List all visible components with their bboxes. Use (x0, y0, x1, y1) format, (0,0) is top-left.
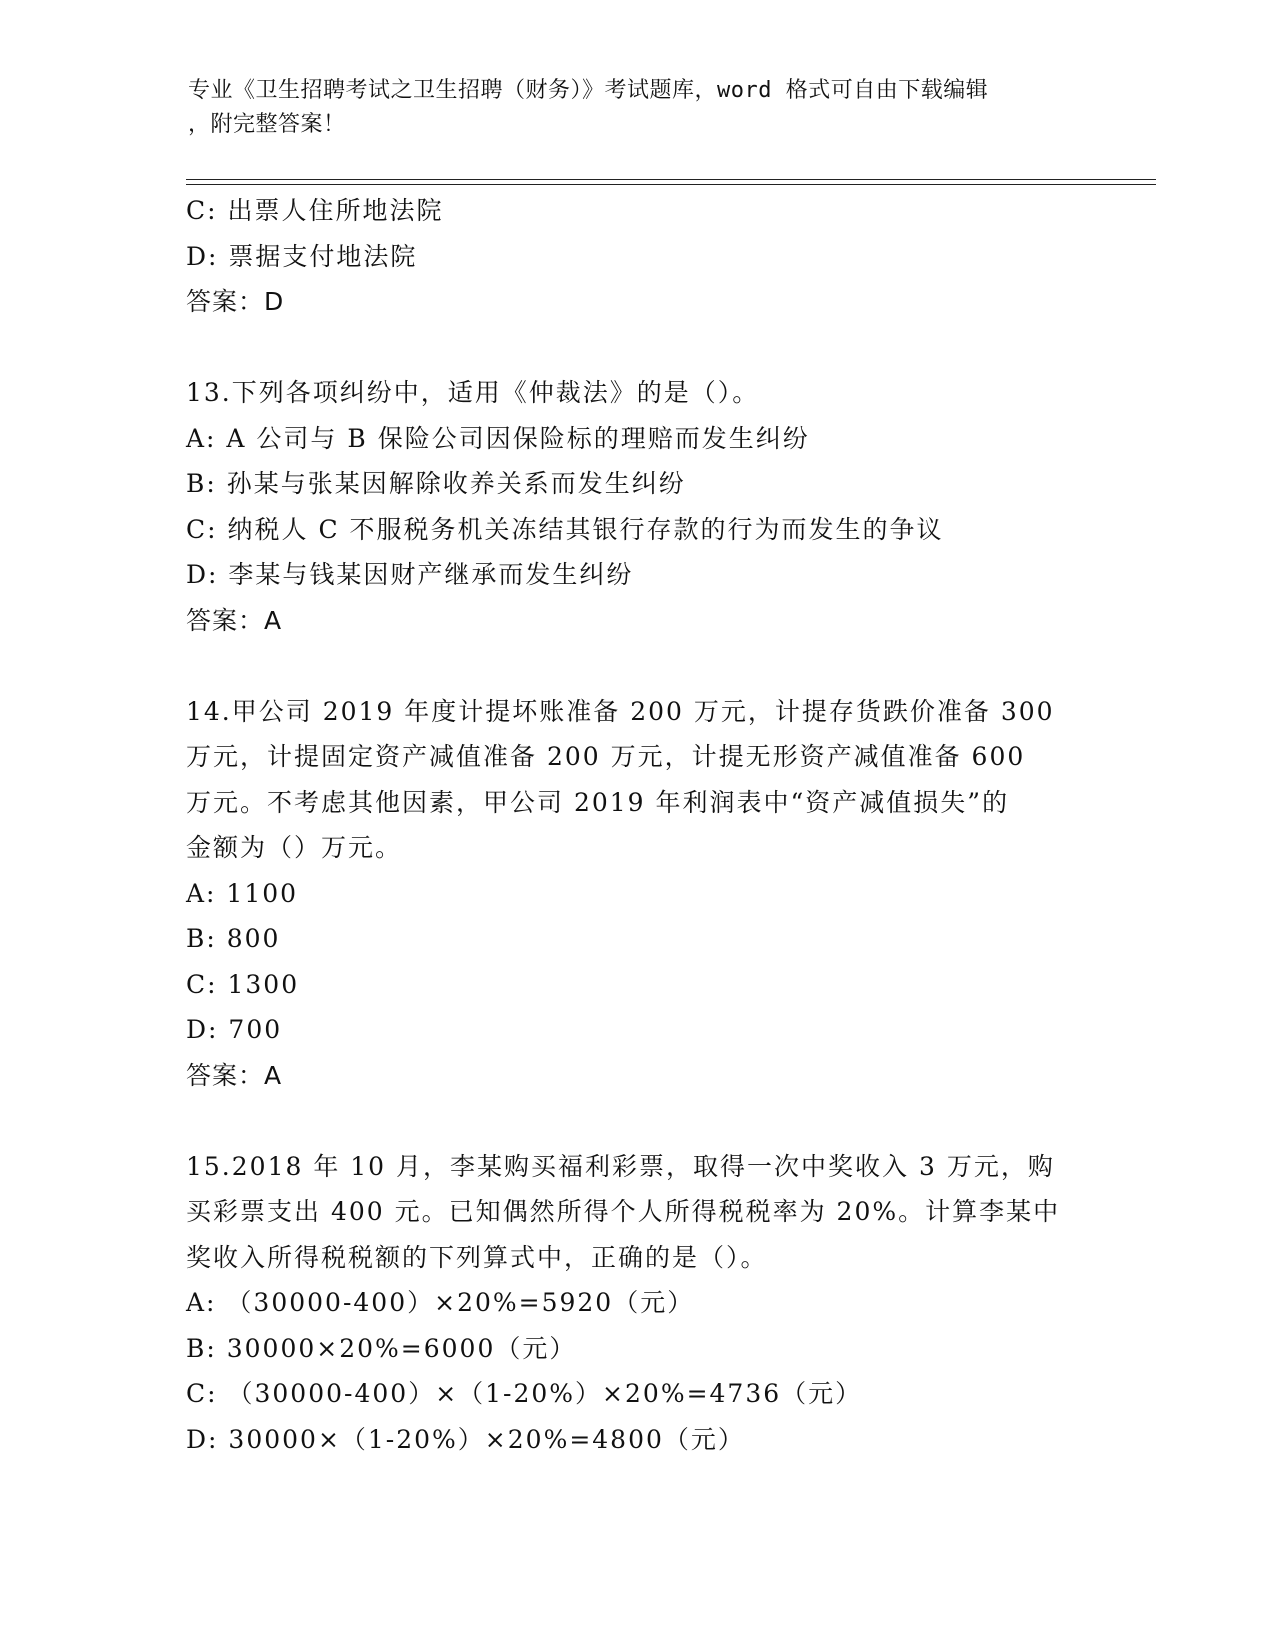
option-c: C: 出票人住所地法院 (186, 196, 444, 225)
question-15 (186, 1144, 1106, 1463)
option-c: C: 1300 (186, 969, 300, 999)
option-a: A: （30000-400）×20%=5920（元） (186, 1288, 695, 1317)
question-stem-line-1: 14.甲公司 2019 年度计提坏账准备 200 万元，计提存货跌价准备 300 (186, 696, 1055, 726)
spacer (186, 643, 1106, 689)
option-d: D: 李某与钱某因财产继承而发生纠纷 (186, 560, 634, 589)
question-stem-line-3: 万元。不考虑其他因素，甲公司 2019 年利润表中“资产减值损失”的 (186, 787, 1010, 817)
question-stem-line-4: 金额为（）万元。 (186, 833, 403, 862)
question-stem-line-1: 15.2018 年 10 月，李某购买福利彩票，取得一次中奖收入 3 万元，购 (186, 1151, 1055, 1181)
option-d: D: 票据支付地法院 (186, 241, 418, 271)
header-title-line-2: ，附完整答案！ (188, 112, 346, 137)
option-a: A: A 公司与 B 保险公司因保险标的理赔而发生纠纷 (186, 423, 810, 453)
option-b: B: 孙某与张某因解除收养关系而发生纠纷 (186, 469, 686, 498)
option-c: C: 纳税人 C 不服税务机关冻结其银行存款的行为而发生的争议 (186, 514, 944, 544)
option-c: C: （30000-400）×（1-20%）×20%=4736（元） (186, 1379, 863, 1408)
header-divider-top (186, 179, 1156, 180)
question-14 (186, 689, 1106, 1099)
option-a: A: 1100 (186, 878, 299, 908)
question-13 (186, 370, 1106, 643)
question-12 (186, 188, 1106, 325)
question-stem-line-2: 万元，计提固定资产减值准备 200 万元，计提无形资产减值准备 600 (186, 742, 1026, 771)
question-content (186, 188, 1106, 1462)
option-b: B: 30000×20%=6000（元） (186, 1333, 577, 1363)
answer-line: 答案：D (186, 287, 285, 316)
header-title-line-1: 专业《卫生招聘考试之卫生招聘（财务）》考试题库，word 格式可自由下载编辑 (188, 78, 989, 103)
header-divider-bottom (186, 184, 1156, 185)
answer-line: 答案：A (186, 605, 283, 635)
option-d: D: 700 (186, 1015, 283, 1044)
answer-line: 答案：A (186, 1060, 283, 1090)
option-d: D: 30000×（1-20%）×20%=4800（元） (186, 1424, 745, 1454)
option-b: B: 800 (186, 924, 281, 953)
question-stem: 13.下列各项纠纷中，适用《仲裁法》的是（）。 (186, 378, 760, 407)
question-stem-line-2: 买彩票支出 400 元。已知偶然所得个人所得税税率为 20%。计算李某中 (186, 1197, 1061, 1226)
document-header (188, 74, 1088, 142)
question-stem-line-3: 奖收入所得税税额的下列算式中，正确的是（）。 (186, 1242, 768, 1272)
spacer (186, 1098, 1106, 1144)
spacer (186, 325, 1106, 371)
